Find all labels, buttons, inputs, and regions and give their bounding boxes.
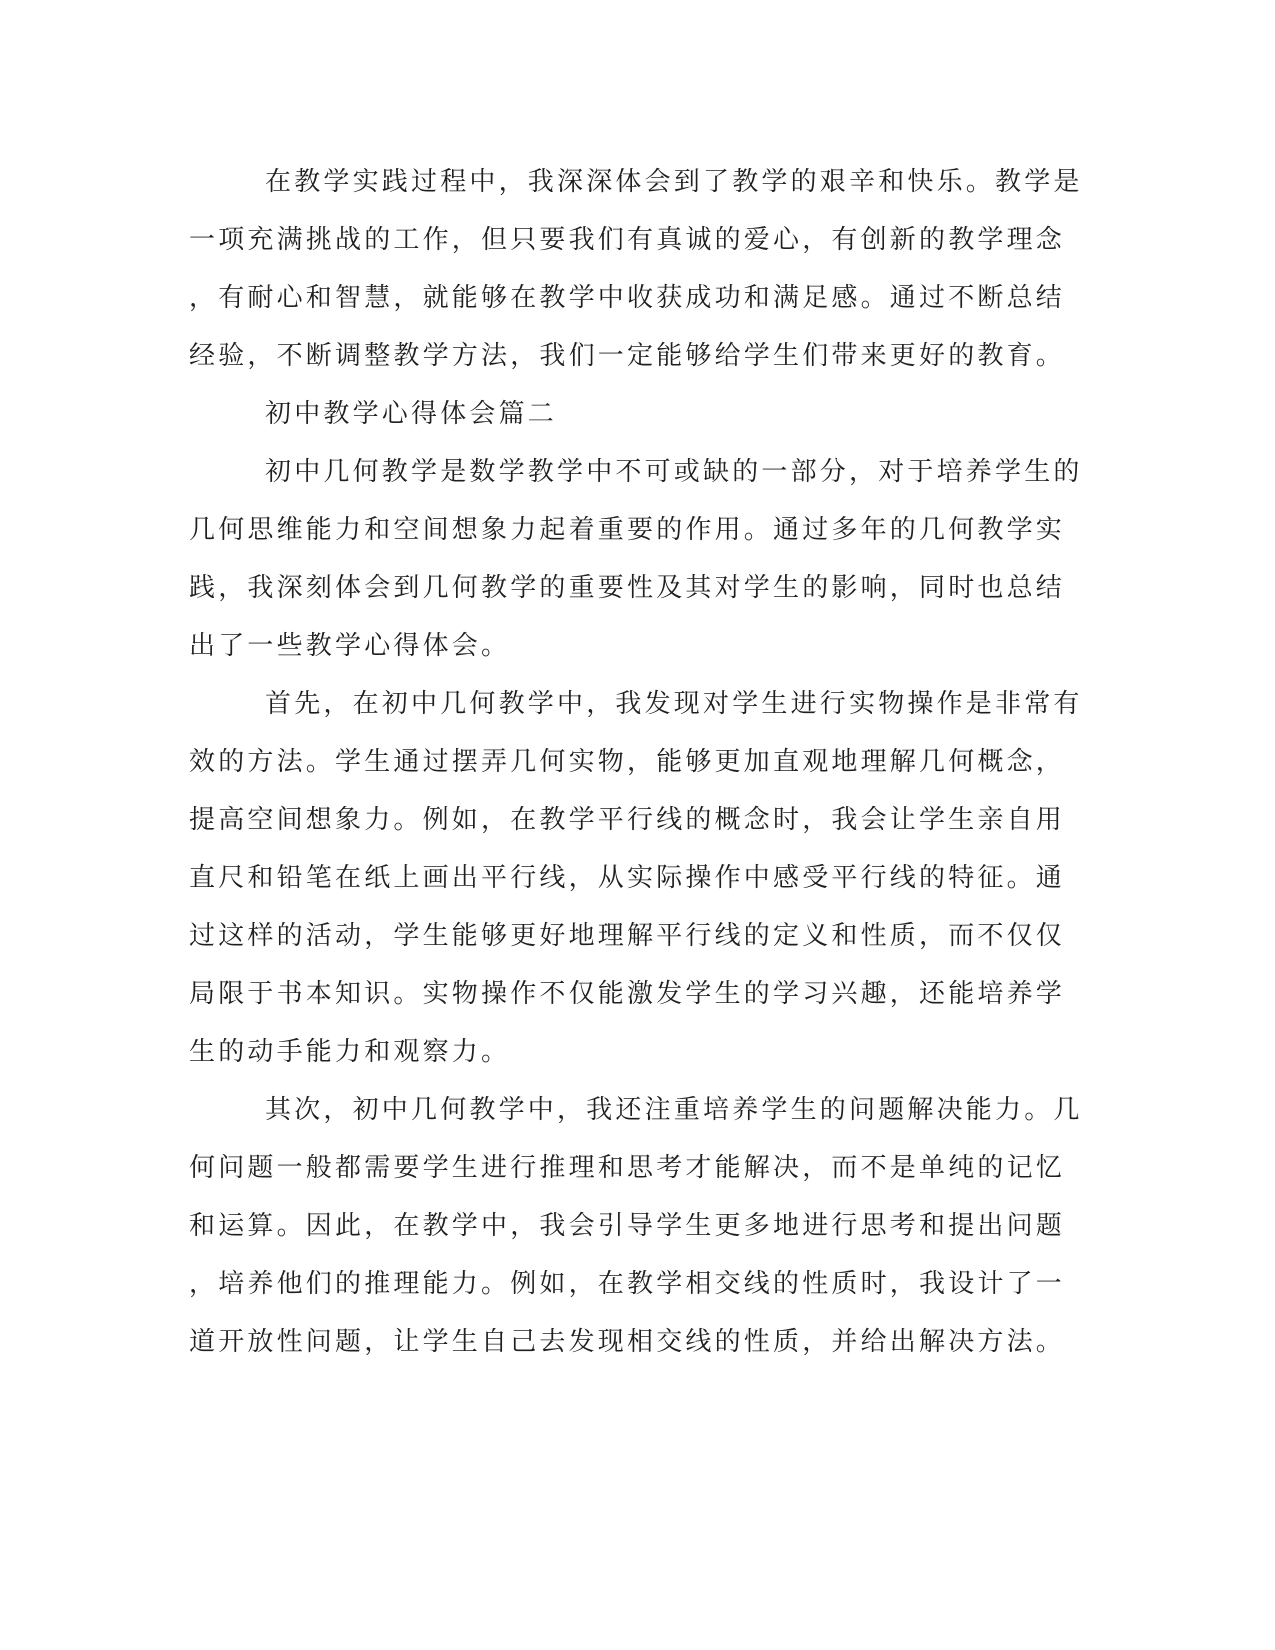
- text-line: 经验，不断调整教学方法，我们一定能够给学生们带来更好的教育。: [189, 341, 1066, 371]
- text-line: 过这样的活动，学生能够更好地理解平行线的定义和性质，而不仅仅: [189, 921, 1066, 951]
- text-line: 何问题一般都需要学生进行推理和思考才能解决，而不是单纯的记忆: [189, 1153, 1066, 1183]
- text-line: ，培养他们的推理能力。例如，在教学相交线的性质时，我设计了一: [189, 1269, 1066, 1299]
- text-line: 一项充满挑战的工作，但只要我们有真诚的爱心，有创新的教学理念: [189, 225, 1066, 255]
- text-line: 局限于书本知识。实物操作不仅能激发学生的学习兴趣，还能培养学: [189, 979, 1066, 1009]
- text-line: 在教学实践过程中，我深深体会到了教学的艰辛和快乐。教学是: [265, 167, 1083, 197]
- text-line: 直尺和铅笔在纸上画出平行线，从实际操作中感受平行线的特征。通: [189, 863, 1066, 893]
- text-line: 出了一些教学心得体会。: [189, 631, 511, 661]
- section-heading: 初中教学心得体会篇二: [265, 399, 558, 429]
- text-line: 提高空间想象力。例如，在教学平行线的概念时，我会让学生亲自用: [189, 805, 1066, 835]
- text-line: 几何思维能力和空间想象力起着重要的作用。通过多年的几何教学实: [189, 515, 1066, 545]
- text-line: ，有耐心和智慧，就能够在教学中收获成功和满足感。通过不断总结: [189, 283, 1066, 313]
- text-line: 效的方法。学生通过摆弄几何实物，能够更加直观地理解几何概念，: [189, 747, 1066, 777]
- text-line: 其次，初中几何教学中，我还注重培养学生的问题解决能力。几: [265, 1095, 1083, 1125]
- text-line: 道开放性问题，让学生自己去发现相交线的性质，并给出解决方法。: [189, 1327, 1066, 1357]
- text-line: 和运算。因此，在教学中，我会引导学生更多地进行思考和提出问题: [189, 1211, 1066, 1241]
- text-line: 初中几何教学是数学教学中不可或缺的一部分，对于培养学生的: [265, 457, 1083, 487]
- text-line: 首先，在初中几何教学中，我发现对学生进行实物操作是非常有: [265, 689, 1083, 719]
- text-line: 践，我深刻体会到几何教学的重要性及其对学生的影响，同时也总结: [189, 573, 1066, 603]
- text-line: 生的动手能力和观察力。: [189, 1037, 511, 1067]
